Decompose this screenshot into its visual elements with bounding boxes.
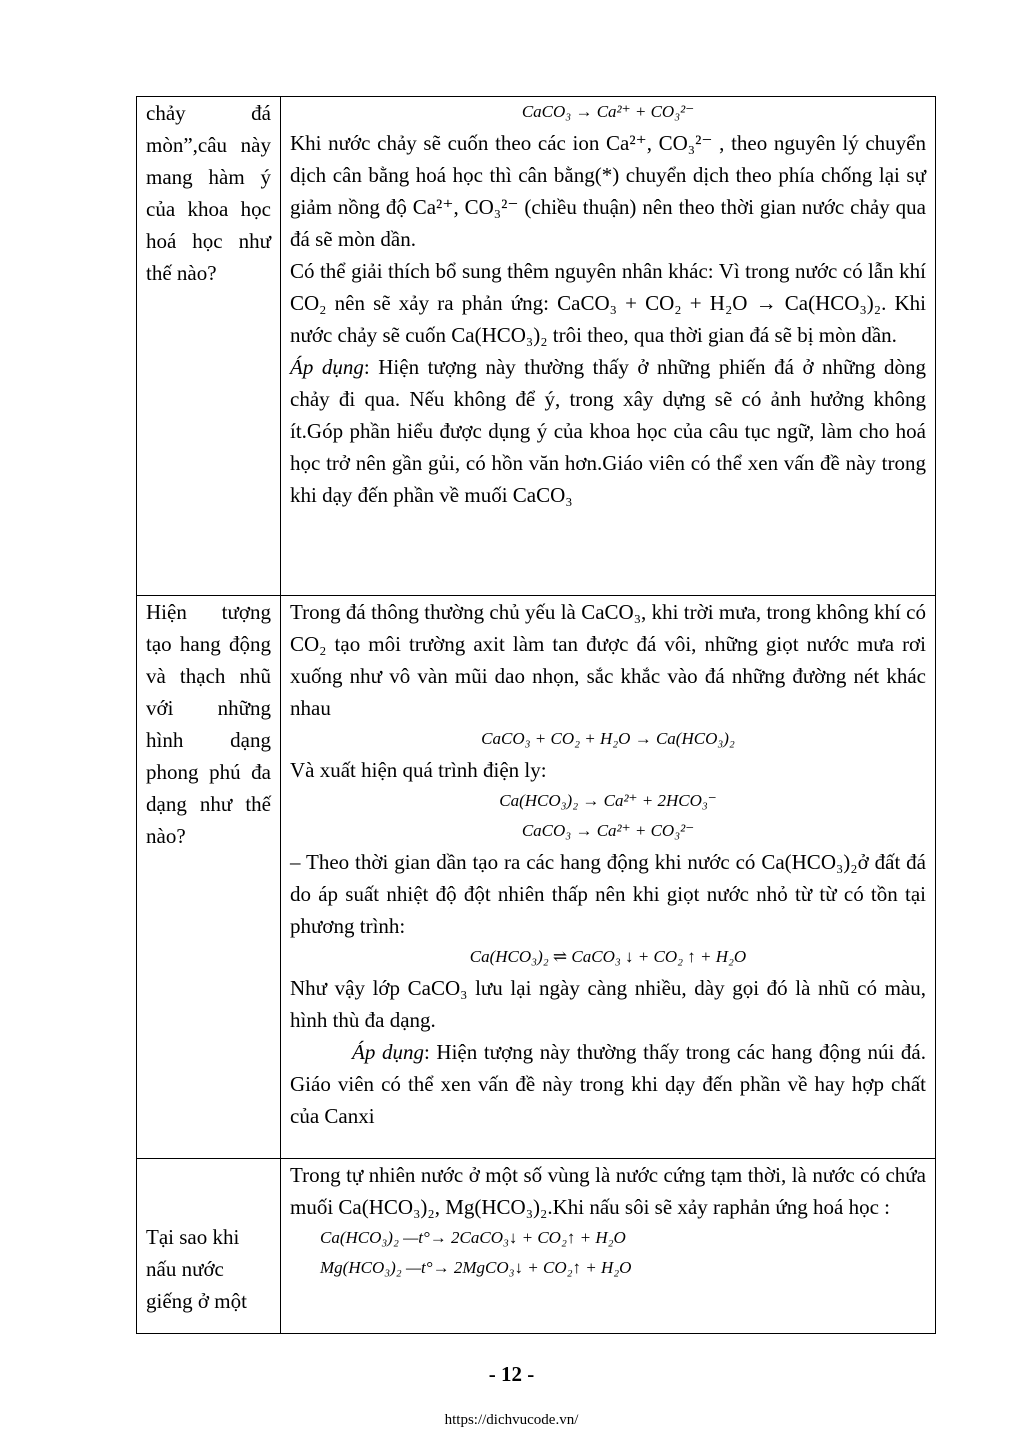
equation: CaCO₃ → Ca²⁺ + CO₃²⁻ <box>521 821 695 840</box>
answer-cell <box>281 1159 936 1334</box>
paragraph: Như vậy lớp CaCO₃ lưu lại ngày càng nhiều, dày gọi đó là nhũ có màu, hình thù đa dạng. <box>290 976 926 1032</box>
equation: CaCO₃ → Ca²⁺ + CO₃²⁻ <box>521 102 695 121</box>
question-cell <box>137 1159 281 1334</box>
paragraph: Trong tự nhiên nước ở một số vùng là nước cứng tạm thời, là nước có chứa muối Ca(HCO₃)₂, Mg(HCO₃)₂.Khi nấu sôi sẽ xảy raphản ứng hoá học : <box>290 1163 926 1219</box>
answer-cell <box>281 596 936 1159</box>
apply-text: : Hiện tượng này thường thấy trong các hang động núi đá. Giáo viên có thể xen vấn đề này trong khi dạy đến phần về hay hợp chất của Canxi <box>290 1040 927 1128</box>
paragraph: Và xuất hiện quá trình điện ly: <box>290 758 547 782</box>
answer-cell <box>281 97 936 596</box>
paragraph: Có thể giải thích bổ sung thêm nguyên nhân khác: Vì trong nước có lẫn khí CO₂ nên sẽ xảy ra phản ứng: CaCO₃ + CO₂ + H₂O → Ca(HCO₃)₂. Khi nước chảy sẽ cuốn Ca(HCO₃)₂ trôi theo, qua thời gian đá sẽ bị mòn dần. <box>290 259 926 347</box>
apply-label: Áp dụng <box>290 355 364 379</box>
question-text: Tại sao khi nấu nước giếng ở một <box>146 1225 247 1313</box>
apply-text: : Hiện tượng này thường thấy ở những phiến đá ở những dòng chảy đi qua. Nếu không để ý, trong xây dựng sẽ có ảnh hưởng không ít.Góp phần hiểu được dụng ý của khoa học của câu tục ngữ, làm cho hoá học trở nên gần gủi, có hồn văn hơn.Giáo viên có thể xen vấn đề này trong khi dạy đến phần về muối CaCO₃ <box>290 355 927 507</box>
question-text: Hiện tượng tạo hang động và thạch nhũ với những hình dạng phong phú đa dạng như thế nào? <box>146 600 271 848</box>
paragraph: Khi nước chảy sẽ cuốn theo các ion Ca²⁺, CO₃²⁻ , theo nguyên lý chuyển dịch cân bằng hoá học thì cân bằng(*) chuyển dịch theo phía chống lại sự giảm nồng độ Ca²⁺, CO₃²⁻ (chiều thuận) nên theo thời gian nước chảy qua đá sẽ mòn dần. <box>290 131 926 251</box>
paragraph: Trong đá thông thường chủ yếu là CaCO₃, khi trời mưa, trong không khí có CO₂ tạo môi trường axit làm tan được đá vôi, những giọt nước mưa rơi xuống như vô vàn mũi dao nhọn, sắc khắc vào đá những đường nét khác nhau <box>290 600 926 720</box>
equation: Ca(HCO₃)₂ —t°→ 2CaCO₃↓ + CO₂↑ + H₂O <box>320 1228 626 1247</box>
table-row <box>137 1159 936 1334</box>
equation: Ca(HCO₃)₂ → Ca²⁺ + 2HCO₃⁻ <box>499 791 717 810</box>
equation: Mg(HCO₃)₂ —t°→ 2MgCO₃↓ + CO₂↑ + H₂O <box>320 1258 632 1277</box>
content-table <box>136 96 936 1334</box>
apply-paragraph <box>290 351 926 511</box>
question-text: chảy đá mòn”,câu này mang hàm ý của khoa học hoá học như thế nào? <box>146 101 271 285</box>
apply-label: Áp dụng <box>352 1040 424 1064</box>
question-cell <box>137 97 281 596</box>
equation: CaCO₃ + CO₂ + H₂O → Ca(HCO₃)₂ <box>481 729 735 748</box>
footer-url: https://dichvucode.vn/ <box>444 1412 579 1428</box>
question-cell <box>137 596 281 1159</box>
paragraph: – Theo thời gian dần tạo ra các hang động khi nước có Ca(HCO₃)₂ở đất đá do áp suất nhiệt độ đột nhiên thấp nên khi giọt nước nhỏ từ từ có tồn tại phương trình: <box>290 850 926 938</box>
table-row <box>137 596 936 1159</box>
page-number: - 12 - <box>488 1362 535 1386</box>
apply-paragraph <box>290 1036 926 1132</box>
table-row <box>137 97 936 596</box>
equation: Ca(HCO₃)₂ ⇌ CaCO₃ ↓ + CO₂ ↑ + H₂O <box>469 947 747 966</box>
